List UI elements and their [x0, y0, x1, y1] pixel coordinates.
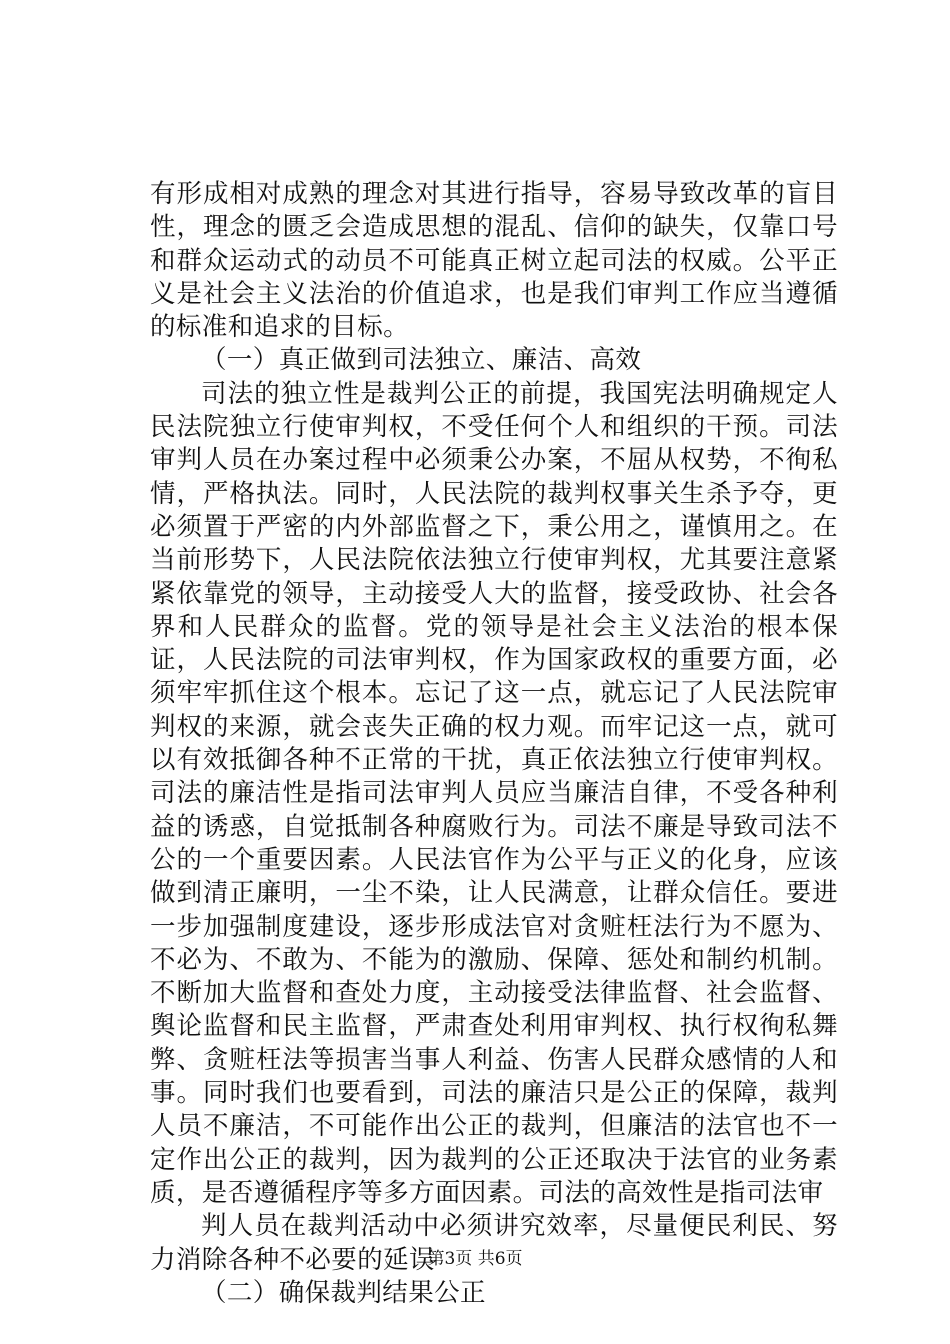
- page-number-footer: 第3页 共6页: [427, 1249, 523, 1269]
- paragraph-efficiency: 判人员在裁判活动中必须讲究效率，尽量便民利民、努力消除各种不必要的延误: [150, 1211, 838, 1275]
- document-body: [150, 178, 838, 1310]
- paragraph-continuation: 有形成相对成熟的理念对其进行指导，容易导致改革的盲目性，理念的匮乏会造成思想的混乱、信仰的缺失，仅靠口号和群众运动式的动员不可能真正树立起司法的权威。公平正义是社会主义法治的价值追求，也是我们审判工作应当遵循的标准和追求的目标。: [150, 179, 838, 343]
- section-heading-1: （一）真正做到司法独立、廉洁、高效: [201, 345, 642, 376]
- section-heading-2: （二）确保裁判结果公正: [201, 1277, 486, 1308]
- paragraph-judicial-independence: 司法的独立性是裁判公正的前提，我国宪法明确规定人民法院独立行使审判权，不受任何个人和组织的干预。司法审判人员在办案过程中必须秉公办案，不屈从权势，不徇私情，严格执法。同时，人民法院的裁判权事关生杀予夺，更必须置于严密的内外部监督之下，秉公用之，谨慎用之。在当前形势下，人民法院依法独立行使审判权，尤其要注意紧紧依靠党的领导，主动接受人大的监督，接受政协、社会各界和人民群众的监督。党的领导是社会主义法治的根本保证，人民法院的司法审判权，作为国家政权的重要方面，必须牢牢抓住这个根本。忘记了这一点，就忘记了人民法院审判权的来源，就会丧失正确的权力观。而牢记这一点，就可以有效抵御各种不正常的干扰，真正依法独立行使审判权。司法的廉洁性是指司法审判人员应当廉洁自律，不受各种利益的诱惑，自觉抵制各种腐败行为。司法不廉是导致司法不公的一个重要因素。人民法官作为公平与正义的化身，应该做到清正廉明，一尘不染，让人民满意，让群众信任。要进一步加强制度建设，逐步形成法官对贪赃枉法行为不愿为、不必为、不敢为、不能为的激励、保障、惩处和制约机制。不断加大监督和查处力度，主动接受法律监督、社会监督、舆论监督和民主监督，严肃查处利用审判权、执行权徇私舞弊、贪赃枉法等损害当事人利益、伤害人民群众感情的人和事。同时我们也要看到，司法的廉洁只是公正的保障，裁判人员不廉洁，不可能作出公正的裁判，但廉洁的法官也不一定作出公正的裁判，因为裁判的公正还取决于法官的业务素质，是否遵循程序等多方面因素。司法的高效性是指司法审: [150, 378, 838, 1208]
